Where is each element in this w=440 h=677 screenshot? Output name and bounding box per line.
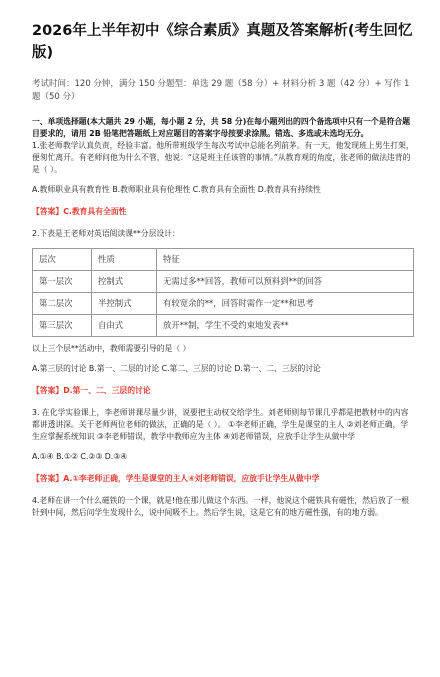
question-2-text: 2.下表是王老师对英语阅读课**分层设计： — [32, 229, 180, 238]
table-cell: 控制式 — [92, 271, 157, 293]
table-header-cell: 性质 — [92, 249, 157, 271]
answer-label: 【答案】 — [32, 474, 64, 483]
question-1-answer — [32, 206, 414, 218]
table-cell: 无需过多**回答，教师可以预料到**的回答 — [157, 271, 414, 293]
question-2-prompt: 以上三个层**活动中，教师需要引导的是（ ） — [32, 344, 191, 353]
page-title: 2026年上半年初中《综合素质》真题及答案解析(考生回忆版) — [32, 23, 413, 61]
question-4-text: 4.老师在讲一个什么磁铁的一个课，就是!他在那儿做这个东西。一样，他说这个磁铁具有磁性，然后放了一根针到中间，然后问学生发现什么，说中间吸不上。然后学生说，这是它有的地方磁性强，有的地方弱。 — [32, 496, 410, 517]
question-1-text: 1.张老师教学认真负责，经验丰富。他所带班级学生每次考试中总能名列前茅。有一天，他发现班上男生打架，便匆忙离开。有老师问他为什么不管，他说：“这是班主任该管的事情。”从教育观的角度，张老师的做法违背的是（ ）。 — [32, 141, 414, 174]
table-cell: 放开**制，学生不受约束地发表** — [157, 315, 414, 337]
table-row — [33, 293, 414, 315]
section-heading: 一、单项选择题(本大题共 29 小题，每小题 2 分，共 58 分)在每小题列出的四个备选项中只有一个是符合题目要求的，请用 2B 铅笔把答题纸上对应题目的答案字母按要求涂黑。错选、多选或未选均无分。 — [32, 117, 411, 138]
table-row — [33, 315, 414, 337]
document-page — [0, 20, 440, 677]
question-1-options: A.教师职业具有教育性 B.教师职业具有伦理性 C.教育具有全面性 D.教育具有持续性 — [32, 185, 321, 194]
question-3-options: A.①④ B.①② C.②③ D.③④ — [32, 452, 128, 461]
table-header-cell: 层次 — [33, 249, 92, 271]
answer-label: 【答案】 — [32, 207, 64, 216]
table-header-row — [33, 249, 414, 271]
table-row — [33, 271, 414, 293]
answer-value: A.①李老师正确，学生是课堂的主人④刘老师错误，应放手让学生从做中学 — [63, 474, 320, 483]
answer-value: D.第一、二、三层的讨论 — [63, 386, 151, 395]
table-cell: 自由式 — [92, 315, 157, 337]
table-header-cell: 特征 — [157, 249, 414, 271]
answer-label: 【答案】 — [32, 386, 64, 395]
question-3-answer — [32, 473, 414, 485]
table-cell: 半控制式 — [92, 293, 157, 315]
answer-value: C.教育具有全面性 — [63, 207, 127, 216]
level-design-table — [32, 248, 414, 337]
table-cell: 有较宽余的**，回答时需作一定**和思考 — [157, 293, 414, 315]
table-cell: 第二层次 — [33, 293, 92, 315]
question-2-answer — [32, 385, 414, 397]
table-cell: 第三层次 — [33, 315, 92, 337]
exam-meta: 考试时间：120 分钟，满分 150 分题型：单选 29 题（58 分）+ 材料分析 3 题（42 分）+ 写作 1 题（50 分） — [32, 79, 410, 102]
question-2-options: A.第三层的讨论 B.第一、二层的讨论 C.第二、三层的讨论 D.第一、二、三层的讨论 — [32, 364, 321, 373]
table-cell: 第一层次 — [33, 271, 92, 293]
question-3-text: 3. 在化学实验课上，李老师讲课尽量少讲，说要把主动权交给学生。刘老师则每节课几乎都是把教材中的内容都讲透讲深。关于老师两位老师的做法，正确的是（ ）。 ①李老师正确，学生是课堂的主人 ②刘老师正确，学生应掌握系统知识 ③李老师错误，教学中教师应为主体 ④刘老师错误，应放手让学生从做中学 — [32, 408, 409, 441]
